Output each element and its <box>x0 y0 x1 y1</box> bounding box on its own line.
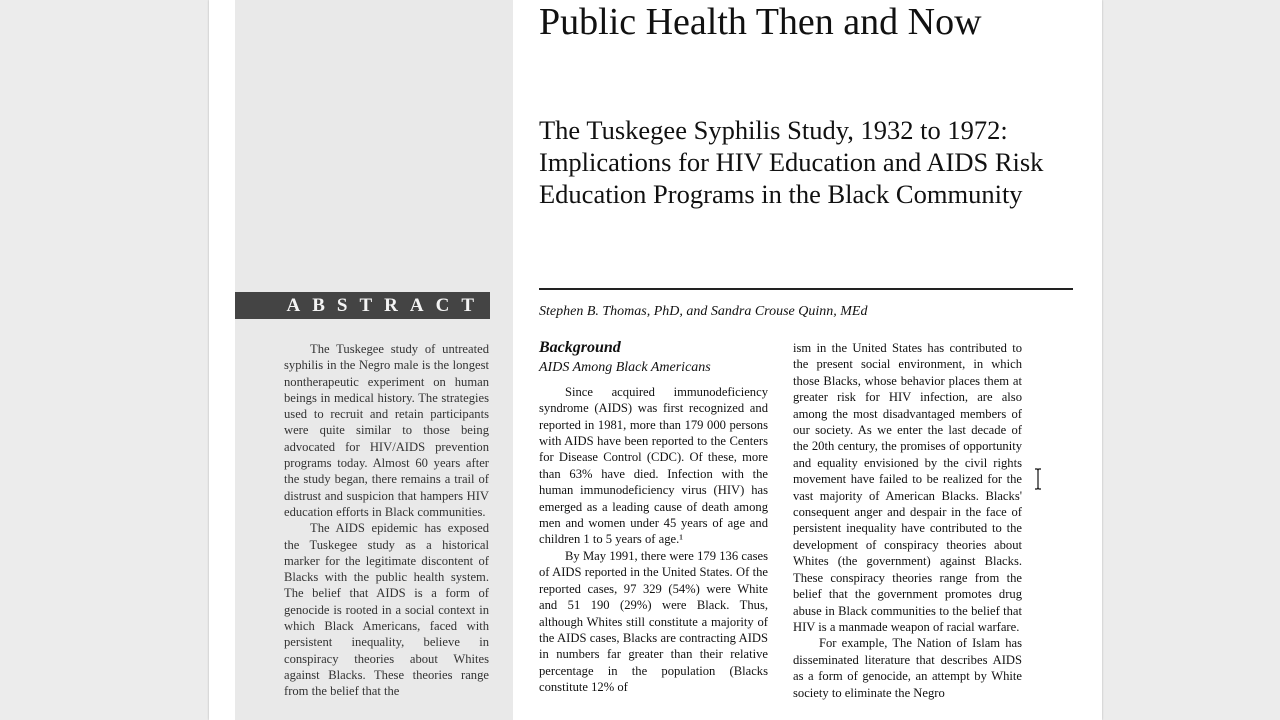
abstract-text[interactable] <box>284 341 489 700</box>
abstract-label: ABSTRACT <box>235 292 490 319</box>
text-cursor-icon <box>1034 468 1042 490</box>
body-paragraph: For example, The Nation of Islam has disseminated literature that describes AIDS as a form of genocide, an attempt by White society to eliminate the Negro <box>793 636 1022 700</box>
document-page <box>209 0 1102 720</box>
title-divider <box>539 288 1073 290</box>
author-line: Stephen B. Thomas, PhD, and Sandra Crouse Quinn, MEd <box>539 304 868 319</box>
subsection-heading: AIDS Among Black Americans <box>539 360 711 376</box>
page-title: Public Health Then and Now <box>539 1 982 43</box>
section-heading: Background <box>539 339 621 356</box>
body-column-2[interactable] <box>793 340 1022 701</box>
body-paragraph: ism in the United States has contributed to the present social environment, in which those Blacks, whose behavior places them at greater risk for HIV infection, are also among the most disadvantaged members of our society. As we enter the last decade of the 20th century, the promises of opportunity and equality envisioned by the civil rights movement have failed to be realized for the vast majority of American Blacks. Blacks' consequent anger and despair in the face of persistent inequality have contributed to the development of conspiracy theories about Whites (the government) against Blacks. These conspiracy theories range from the belief that the government promotes drug abuse in Black communities to the belief that HIV is a manmade weapon of racial warfare. <box>793 341 1022 634</box>
abstract-paragraph-1: The Tuskegee study of untreated syphilis in the Negro male is the longest nontherapeutic experiment on human beings in medical history. The strategies used to recruit and retain participants were quite similar to those being advocated for HIV/AIDS prevention programs today. Almost 60 years after the study began, there remains a trail of distrust and suspicion that hampers HIV education efforts in Black communities. <box>284 342 489 519</box>
body-paragraph: Since acquired immunodeficiency syndrome (AIDS) was first recognized and reported in 1981, more than 179 000 persons with AIDS have been reported to the Centers for Disease Control (CDC). Of these, more than 63% have died. Infection with the human immunodeficiency virus (HIV) has emerged as a leading cause of death among men and women under 45 years of age and children 1 to 5 years of age.¹ <box>539 384 768 547</box>
article-subtitle: The Tuskegee Syphilis Study, 1932 to 1972: Implications for HIV Education and AIDS Risk Education Programs in the Black Community <box>539 115 1044 209</box>
abstract-paragraph-2: The AIDS epidemic has exposed the Tuskegee study as a historical marker for the legitimate discontent of Blacks with the public health system. The belief that AIDS is a form of genocide is rooted in a social context in which Black Americans, faced with persistent inequality, believe in conspiracy theories about Whites against Blacks. These theories range from the belief that the <box>284 521 489 699</box>
body-column-1[interactable] <box>539 340 768 696</box>
body-paragraph: By May 1991, there were 179 136 cases of AIDS reported in the United States. Of the reported cases, 97 329 (54%) were White and 51 190 (29%) were Black. Thus, although Whites still constitute a majority of the AIDS cases, Blacks are contracting AIDS in numbers far greater than their relative percentage in the population (Blacks constitute 12% of <box>539 548 768 695</box>
